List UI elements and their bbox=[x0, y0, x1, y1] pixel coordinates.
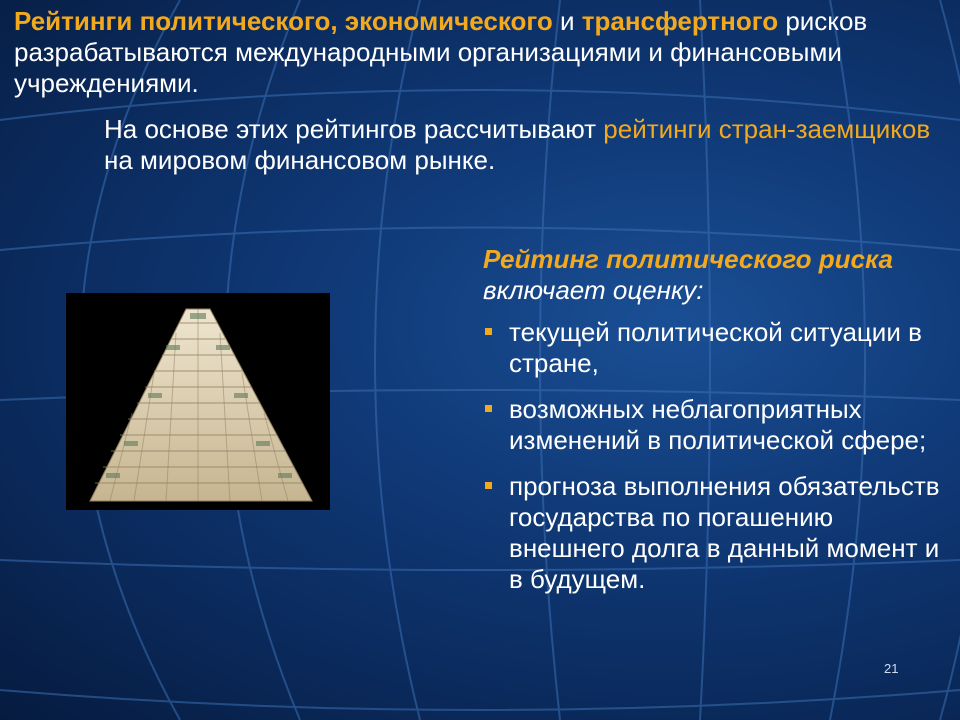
rating-title bbox=[483, 244, 953, 306]
political-risk-rating-block bbox=[483, 244, 953, 610]
money-pyramid-graphic bbox=[66, 293, 330, 510]
bullet-text: возможных неблагоприятных изменений в политической сфере; bbox=[509, 394, 927, 455]
basis-text-1: На основе этих рейтингов рассчитывают bbox=[104, 114, 604, 144]
basis-paragraph bbox=[104, 114, 954, 176]
bullet-square-icon bbox=[485, 405, 492, 412]
intro-highlight-1: Рейтинги политического, экономического bbox=[14, 6, 553, 36]
list-item bbox=[483, 394, 953, 456]
list-item bbox=[483, 317, 953, 379]
bullet-text: прогноза выполнения обязательств государства по погашению внешнего долга в данный момент и в будущем. bbox=[509, 471, 940, 594]
basis-text-3: на мировом финансовом рынке. bbox=[104, 145, 496, 175]
page-number: 21 bbox=[884, 661, 899, 676]
list-item bbox=[483, 471, 953, 595]
bullet-square-icon bbox=[485, 328, 492, 335]
bullet-text: текущей политической ситуации в стране, bbox=[509, 317, 922, 378]
rating-title-rest: включает оценку: bbox=[483, 275, 704, 305]
intro-text-4: рисков разрабатываются международными организациями и финансовыми учреждениями. bbox=[14, 6, 868, 98]
intro-paragraph bbox=[14, 6, 944, 99]
rating-bullet-list bbox=[483, 317, 953, 595]
basis-highlight: рейтинги стран-заемщиков bbox=[603, 114, 931, 144]
money-pyramid-icon bbox=[66, 293, 330, 510]
rating-title-highlight: Рейтинг политического риска bbox=[483, 244, 893, 274]
intro-highlight-2: трансфертного bbox=[581, 6, 779, 36]
intro-text-2: и bbox=[552, 6, 582, 36]
bullet-square-icon bbox=[485, 482, 492, 489]
